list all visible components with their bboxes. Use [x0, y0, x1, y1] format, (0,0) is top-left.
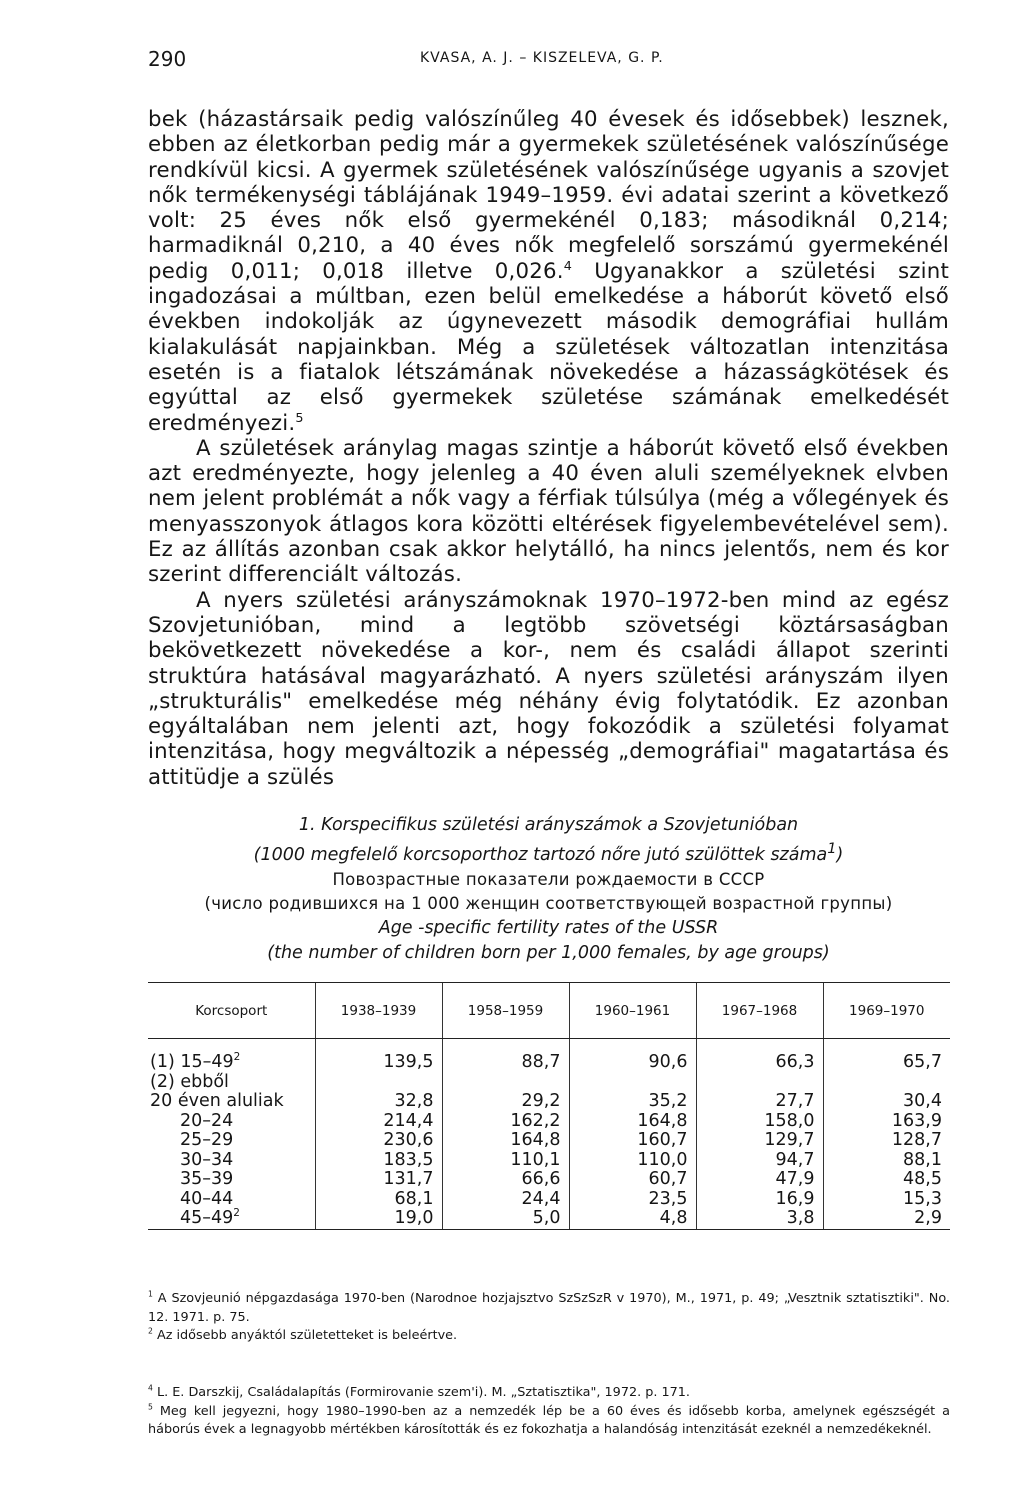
table-cell: 162,2 [442, 1112, 569, 1132]
table-cell: 183,5 [315, 1151, 442, 1171]
table-cell: 48,5 [823, 1170, 950, 1190]
table-footnote-1 [148, 1290, 950, 1327]
table-cell: 3,8 [696, 1209, 823, 1229]
row-label: 20–24 [180, 1110, 234, 1131]
table-cell: 164,8 [442, 1131, 569, 1151]
paragraph-1-part-a: bek (házastársaik pedig valószínűleg 40 évesek és idősebbek) lesznek, ebben az életkorban pedig már a gyermekek születésének valószínűsége rendkívül kicsi. A gyermek születésének valószínűsége ugyanis a szovjet nők termékenységi táblájának 1949–1959. évi adatai szerint a következő volt: 25 éves nők első gyermekénél 0,183; másodiknál 0,214; harmadiknál 0,210, a 40 éves nők megfelelő sorszámú gyermekénél pedig 0,011; 0,018 illetve 0,026. [148, 107, 949, 284]
running-head: KVASA, A. J. – KISZELEVA, G. P. [420, 50, 664, 66]
caption-subtitle-en: (the number of children born per 1,000 females, by age groups) [267, 942, 830, 963]
table-cell: 4,8 [569, 1209, 696, 1229]
row-label [148, 1039, 315, 1073]
table-cell: 15,3 [823, 1190, 950, 1210]
table-row [148, 1131, 950, 1151]
table-cell: 129,7 [696, 1131, 823, 1151]
table-cell [696, 1073, 823, 1093]
text-footnotes [148, 1384, 950, 1440]
table-cell: 24,4 [442, 1190, 569, 1210]
fertility-table [148, 982, 950, 1230]
row-label-text: 45–49 [180, 1208, 234, 1228]
table-cell: 68,1 [315, 1190, 442, 1210]
table-cell [315, 1073, 442, 1093]
table-cell: 128,7 [823, 1131, 950, 1151]
caption-title-ru: Повозрастные показатели рождаемости в СССР [332, 869, 765, 889]
table-cell [442, 1073, 569, 1093]
text-footnote-5 [148, 1403, 950, 1440]
footnote-text: L. E. Darszkij, Családalapítás (Formirovanie szem'i). M. „Sztatisztika", 1972. p. 171. [152, 1385, 690, 1400]
row-label: 25–29 [180, 1130, 234, 1150]
table-row [148, 1151, 950, 1171]
table-cell: 158,0 [696, 1112, 823, 1132]
table-cell: 139,5 [315, 1039, 442, 1073]
table-header-row [148, 983, 950, 1039]
row-label: 35–39 [180, 1169, 234, 1189]
table-cell: 90,6 [569, 1039, 696, 1073]
footnote-ref-5: 5 [295, 410, 304, 426]
column-header: 1969–1970 [823, 983, 950, 1039]
table-cell: 29,2 [442, 1092, 569, 1112]
table-cell: 16,9 [696, 1190, 823, 1210]
table-cell: 27,7 [696, 1092, 823, 1112]
table-cell: 30,4 [823, 1092, 950, 1112]
row-label-text: (1) 15–49 [150, 1052, 234, 1072]
caption-title-en: Age -specific fertility rates of the USSR [378, 918, 719, 939]
row-label: 20 éven aluliak [150, 1091, 284, 1111]
table-row [148, 1209, 950, 1229]
footnote-mark: 2 [148, 1326, 153, 1336]
table-cell: 2,9 [823, 1209, 950, 1229]
table-cell: 23,5 [569, 1190, 696, 1210]
column-header: 1960–1961 [569, 983, 696, 1039]
text-footnote-4 [148, 1384, 950, 1403]
table-row [148, 1039, 950, 1073]
caption-subtitle-ru: (число родившихся на 1 000 женщин соответствующей возрастной группы) [204, 894, 893, 914]
row-label-sup: 2 [233, 1051, 241, 1064]
table-cell: 88,1 [823, 1151, 950, 1171]
table-footnotes [148, 1290, 950, 1346]
row-label: 30–34 [180, 1149, 234, 1170]
fertility-table-wrapper [148, 982, 950, 1230]
caption-footnote-ref: 1 [827, 840, 837, 858]
table-cell: 47,9 [696, 1170, 823, 1190]
column-header: Korcsoport [148, 983, 315, 1039]
footnote-mark: 5 [148, 1402, 153, 1412]
table-cell: 60,7 [569, 1170, 696, 1190]
row-label-sup: 2 [233, 1207, 240, 1220]
table-cell: 110,1 [442, 1151, 569, 1171]
table-cell: 19,0 [315, 1209, 442, 1229]
row-label: (2) ebből [150, 1071, 229, 1092]
table-cell: 230,6 [315, 1131, 442, 1151]
table-row [148, 1112, 950, 1132]
table-row [148, 1190, 950, 1210]
footnote-text: Az idősebb anyáktól születetteket is beleértve. [152, 1328, 458, 1343]
column-header: 1958–1959 [442, 983, 569, 1039]
page-header [148, 47, 948, 71]
table-cell: 94,7 [696, 1151, 823, 1171]
table-caption [148, 813, 949, 965]
table-footnote-2 [148, 1327, 950, 1346]
table-row [148, 1170, 950, 1190]
table-cell [823, 1073, 950, 1093]
footnote-ref-4: 4 [563, 258, 573, 274]
table-cell: 160,7 [569, 1131, 696, 1151]
table-row [148, 1073, 950, 1093]
table-row [148, 1092, 950, 1112]
paragraph-1 [148, 107, 949, 436]
table-cell: 214,4 [315, 1112, 442, 1132]
row-label [148, 1209, 315, 1229]
table-cell: 66,6 [442, 1170, 569, 1190]
footnote-mark: 1 [148, 1289, 153, 1299]
table-cell: 88,7 [442, 1039, 569, 1073]
footnote-mark: 4 [148, 1383, 153, 1393]
table-cell [569, 1073, 696, 1093]
body-text [148, 107, 949, 790]
paragraph-1-part-b: Ugyanakkor a születési szint ingadozásai a múltban, ezen belül emelkedése a háborút követő első években indokolják az úgynevezett második demográfiai hullám kialakulását napjainkban. Még a születések változatlan intenzitása esetén is a fiatalok létszámának növekedése a házasságkötések és egyúttal az első gyermekek születése számának emelkedését eredményezi. [148, 258, 950, 436]
table-cell: 164,8 [569, 1112, 696, 1132]
page-number: 290 [148, 47, 187, 71]
table-cell: 35,2 [569, 1092, 696, 1112]
column-header: 1938–1939 [315, 983, 442, 1039]
table-cell: 66,3 [696, 1039, 823, 1073]
table-cell: 65,7 [823, 1039, 950, 1073]
caption-subtitle-hu [148, 837, 949, 867]
table-cell: 110,0 [569, 1151, 696, 1171]
row-label: 40–44 [180, 1188, 234, 1209]
caption-subtitle-hu-text: (1000 megfelelő korcsoporthoz tartozó nőre jutó szülöttek száma [253, 845, 828, 866]
column-header: 1967–1968 [696, 983, 823, 1039]
footnote-text: Meg kell jegyezni, hogy 1980–1990-ben az a nemzedék lép be a 60 éves és idősebb korba, amelynek egészségét a háborús évek a legnagyobb mértékben károsították és ez fokozhatja a halandóság intenzitását ezeknél a nemzedékeknél. [148, 1403, 950, 1437]
table-cell: 131,7 [315, 1170, 442, 1190]
caption-title-hu: 1. Korspecifikus születési arányszámok a Szovjetunióban [298, 815, 799, 835]
table-cell: 32,8 [315, 1092, 442, 1112]
paragraph-3: A nyers születési arányszámoknak 1970–1972-ben mind az egész Szovjetunióban, mind a legtöbb szövetségi köztársaságban bekövetkezett növekedése a kor-, nem és családi állapot szerinti struktúra hatásával magyarázható. A nyers születési arányszám ilyen „strukturális" emelkedése még néhány évig folytatódik. Ez azonban egyáltalában nem jelenti azt, hogy fokozódik a születési folyamat intenzitása, hogy megváltozik a népesség „demográfiai" magatartása és attitüdje a szülés [148, 587, 949, 790]
paragraph-2: A születések aránylag magas szintje a háborút követő első években azt eredményezte, hogy jelenleg a 40 éven aluli személyeknek elvben nem jelent problémát a nők vagy a férfiak túlsúlya (még a vőlegények és menyasszonyok átlagos kora közötti eltérések figyelembevételével sem). Ez az állítás azonban csak akkor helytálló, ha nincs jelentős, nem és kor szerint differenciált változás. [148, 435, 949, 588]
caption-subtitle-hu-close: ) [836, 845, 844, 866]
table-cell: 5,0 [442, 1209, 569, 1229]
footnote-text: A Szovjeunió népgazdasága 1970-ben (Narodnoe hozjajsztvo SzSzSzR v 1970), M., 1971, p. 49; „Vesztnik sztatisztiki". No. 12. 1971. p. 75. [148, 1291, 950, 1325]
table-cell: 163,9 [823, 1112, 950, 1132]
